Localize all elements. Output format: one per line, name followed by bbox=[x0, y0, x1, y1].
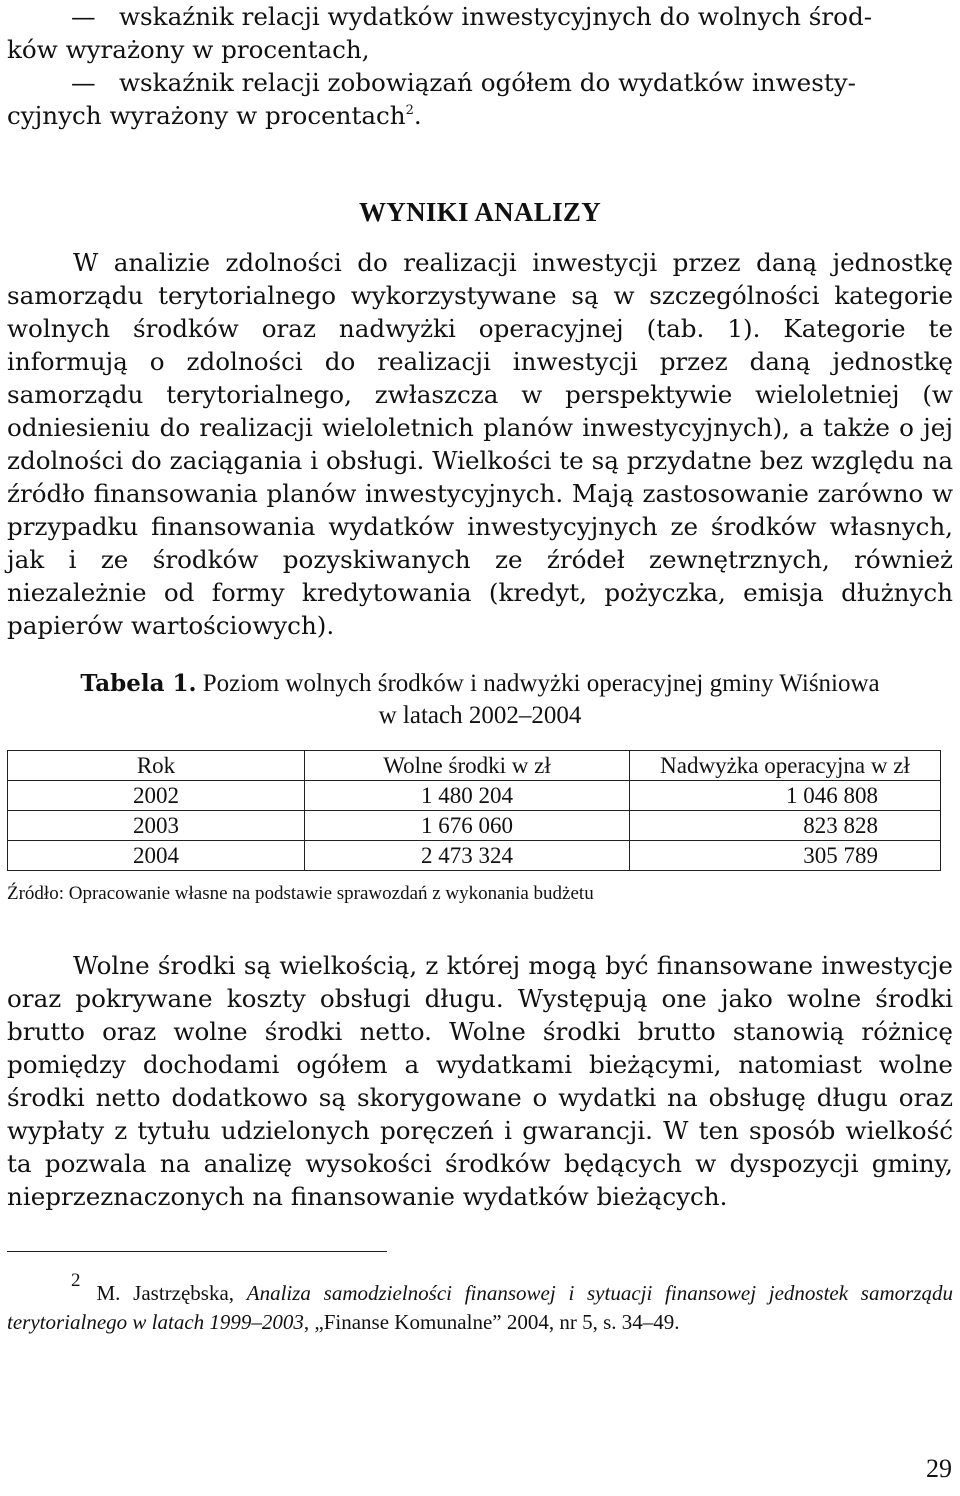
table-header-cell: Wolne środki w zł bbox=[305, 751, 630, 781]
paragraph bbox=[7, 949, 953, 1213]
table-cell: 2002 bbox=[8, 781, 305, 811]
footnote-author: M. Jastrzębska, bbox=[96, 1281, 247, 1305]
list-item-text-continued: ków wyrażony w procentach, bbox=[7, 35, 370, 64]
document-page bbox=[7, 0, 953, 1337]
page-number: 29 bbox=[926, 1454, 952, 1483]
table-caption-line2: w latach 2002–2004 bbox=[378, 702, 582, 729]
table-caption-label: Tabela 1. bbox=[80, 670, 197, 697]
footnote-number: 2 bbox=[71, 1270, 81, 1291]
table-cell: 1 480 204 bbox=[305, 781, 630, 811]
footnote bbox=[7, 1266, 953, 1337]
paragraph bbox=[7, 246, 953, 642]
table-cell: 2003 bbox=[8, 811, 305, 841]
table-caption bbox=[7, 668, 953, 732]
section-heading: WYNIKI ANALIZY bbox=[359, 197, 601, 227]
table-cell: 2 473 324 bbox=[305, 841, 630, 871]
table-caption-text: Poziom wolnych środków i nadwyżki operacyjnej gminy Wiśniowa bbox=[196, 670, 880, 697]
table-cell: 1 676 060 bbox=[305, 811, 630, 841]
table-row bbox=[8, 811, 941, 841]
table-header-cell: Nadwyżka operacyjna w zł bbox=[630, 751, 941, 781]
table-cell: 2004 bbox=[8, 841, 305, 871]
list-item bbox=[7, 0, 953, 66]
list-item-text: wskaźnik relacji zobowiązań ogółem do wydatków inwesty- bbox=[119, 68, 856, 97]
footnote-title: Analiza samodzielności finansowej i sytuacji finansowej jednostek samorządu terytorialnego w latach 1999–2003 bbox=[7, 1281, 953, 1334]
paragraph-text: Wolne środki są wielkością, z której mogą być finansowane inwestycje oraz pokrywane koszty obsługi długu. Występują one jako wolne środki brutto oraz wolne środki netto. Wolne środki brutto stanowią różnicę pomiędzy dochodami ogółem a wydatkami bieżącymi, natomiast wolne środki netto dodatkowo są skorygowane o wydatki na obsługę długu oraz wypłaty z tytułu udzielonych poręczeń i gwarancji. W ten sposób wielkość ta pozwala na analizę wysokości środków będących w dyspozycji gminy, nieprzeznaczonych na finansowanie wydatków bieżących. bbox=[7, 951, 953, 1211]
footnote-citation: , „Finanse Komunalne” 2004, nr 5, s. 34–49. bbox=[303, 1310, 680, 1334]
paragraph-text: W analizie zdolności do realizacji inwestycji przez daną jednostkę samorządu terytorialnego wykorzystywane są w szczególności kategorie wolnych środków oraz nadwyżki operacyjnej (tab. 1). Kategorie te informują o zdolności do realizacji inwestycji przez daną jednostkę samorządu terytorialnego, zwłaszcza w perspektywie wieloletniej (w odniesieniu do realizacji wieloletnich planów inwestycyjnych), a także o jej zdolności do zaciągania i obsługi. Wielkości te są przydatne bez względu na źródło finansowania planów inwestycyjnych. Mają zastosowanie zarówno w przypadku finansowania wydatków inwestycyjnych ze środków własnych, jak i ze środków pozyskiwanych ze źródeł zewnętrznych, również niezależnie od formy kredytowania (kredyt, pożyczka, emisja dłużnych papierów wartościowych). bbox=[7, 248, 953, 640]
footnote-divider bbox=[7, 1251, 387, 1252]
list-dash: — bbox=[71, 2, 96, 31]
table-cell: 823 828 bbox=[630, 811, 941, 841]
table-header-row bbox=[8, 751, 941, 781]
table-cell: 1 046 808 bbox=[630, 781, 941, 811]
list-item-text-continued: cyjnych wyrażony w procentach bbox=[7, 101, 406, 130]
data-table bbox=[7, 750, 941, 871]
list-item-text: wskaźnik relacji wydatków inwestycyjnych do wolnych środ- bbox=[119, 2, 873, 31]
table-source: Źródło: Opracowanie własne na podstawie sprawozdań z wykonania budżetu bbox=[7, 883, 594, 904]
table-row bbox=[8, 781, 941, 811]
footnote-ref[interactable]: 2 bbox=[405, 103, 414, 118]
table-header-cell: Rok bbox=[8, 751, 305, 781]
list-dash: — bbox=[71, 68, 96, 97]
table-cell: 305 789 bbox=[630, 841, 941, 871]
list-item bbox=[7, 66, 953, 132]
table-row bbox=[8, 841, 941, 871]
list-item-tail: . bbox=[413, 101, 422, 130]
